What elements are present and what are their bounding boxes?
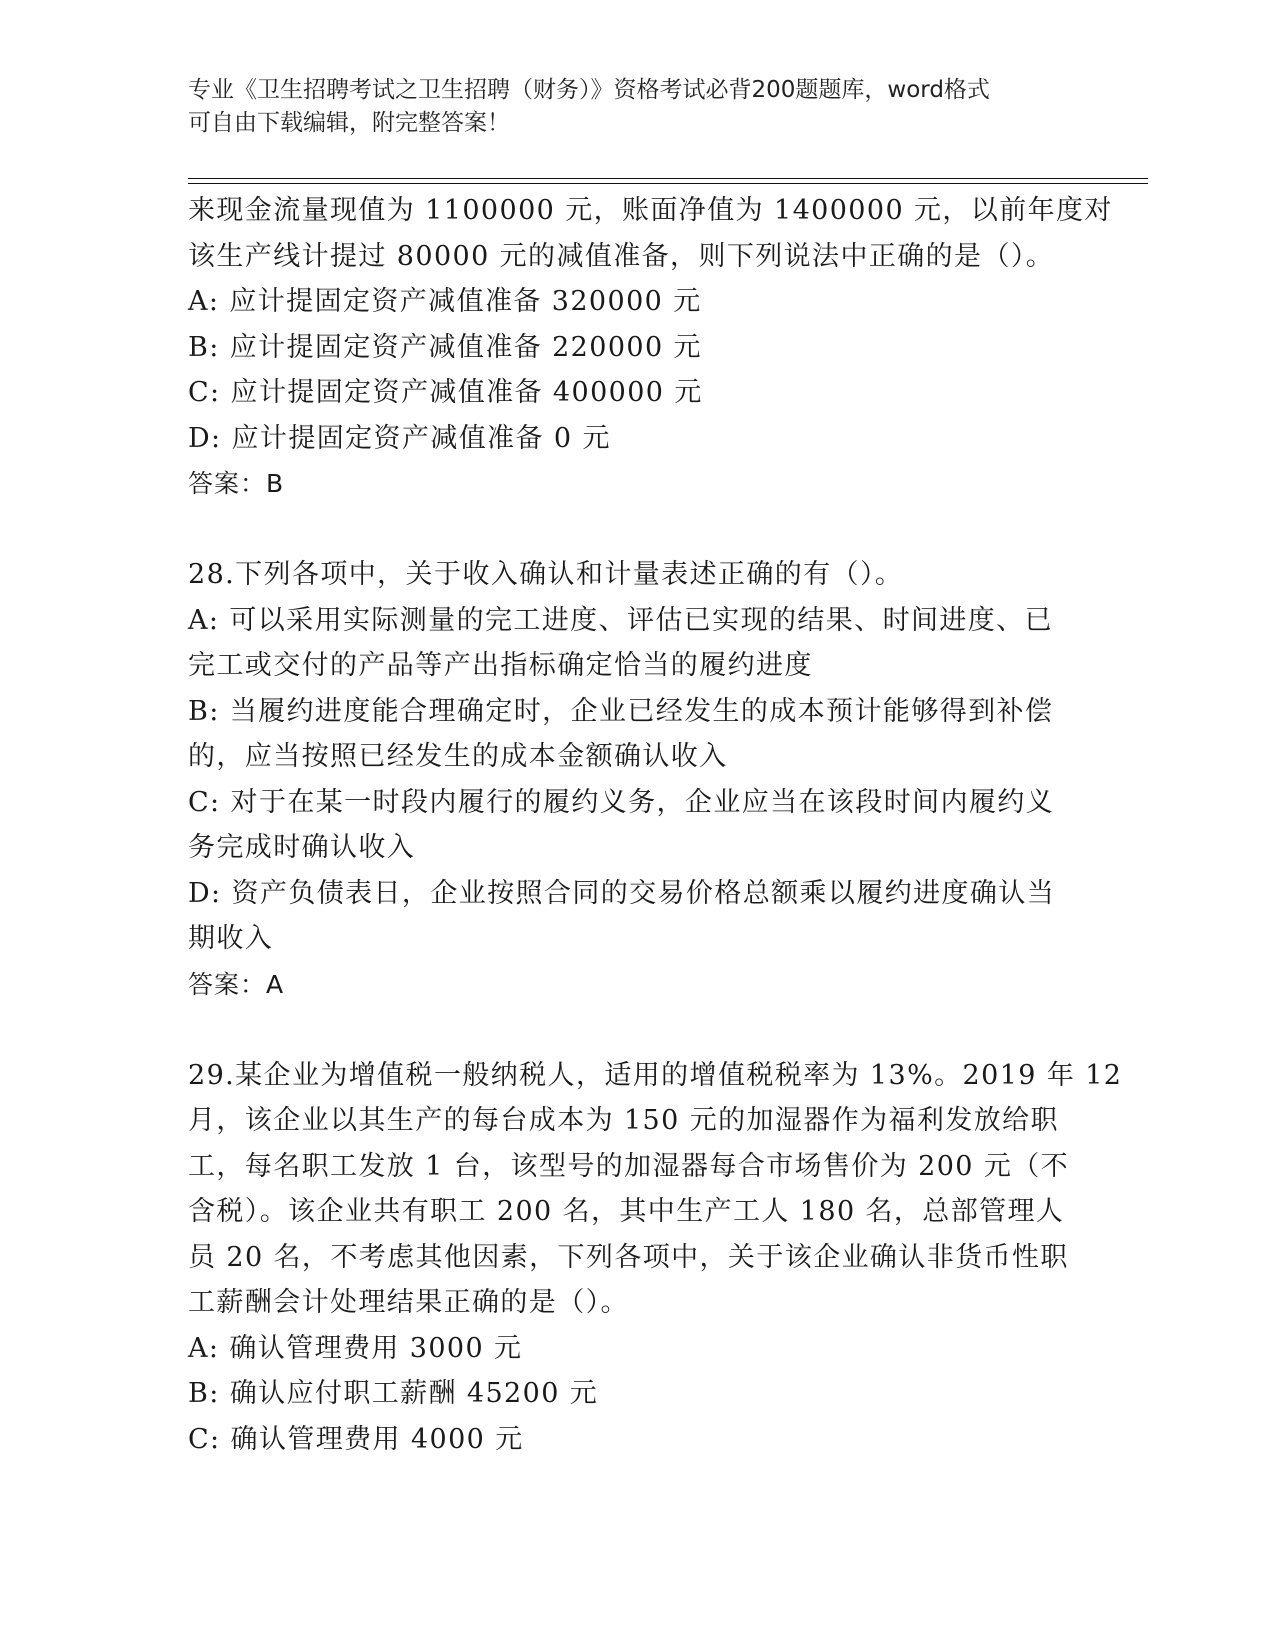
question-stem-line: 来现金流量现值为 1100000 元，账面净值为 1400000 元，以前年度对: [188, 195, 1113, 226]
question-29-block: [188, 1053, 1123, 1463]
option-c: C: 确认管理费用 4000 元: [188, 1423, 524, 1455]
question-stem-line: 含税）。该企业共有职工 200 名，其中生产工人 180 名，总部管理人: [188, 1196, 1065, 1227]
document-header: [188, 74, 1068, 140]
option-d: D: 应计提固定资产减值准备 0 元: [188, 422, 611, 454]
option-c-continued: 务完成时确认收入: [188, 832, 416, 863]
answer-label: 答案：A: [188, 969, 285, 999]
option-a: A: 应计提固定资产减值准备 320000 元: [188, 286, 702, 317]
option-b-continued: 的，应当按照已经发生的成本金额确认收入: [188, 741, 728, 772]
question-stem-line: 工薪酬会计处理结果正确的是（）。: [188, 1287, 629, 1318]
option-d-continued: 期收入: [188, 923, 274, 954]
header-divider-top: [188, 178, 1148, 179]
document-body: [188, 188, 1123, 1462]
question-28-block: [188, 552, 1088, 1007]
question-stem-line: 员 20 名，不考虑其他因素，下列各项中，关于该企业确认非货币性职: [188, 1241, 1069, 1273]
question-stem-line: 月，该企业以其生产的每台成本为 150 元的加湿器作为福利发放给职: [188, 1105, 1059, 1136]
option-c: C: 对于在某一时段内履行的履约义务，企业应当在该段时间内履约义: [188, 786, 1055, 818]
question-stem-line: 29.某企业为增值税一般纳税人，适用的增值税税率为 13%。2019 年 12: [188, 1059, 1123, 1091]
question-stem-line: 28.下列各项中，关于收入确认和计量表述正确的有（）。: [188, 559, 904, 590]
option-a: A: 确认管理费用 3000 元: [188, 1332, 523, 1364]
option-b: B: 确认应付职工薪酬 45200 元: [188, 1378, 599, 1409]
question-stem-line: 工，每名职工发放 1 台，该型号的加湿器每合市场售价为 200 元（不: [188, 1150, 1070, 1182]
option-b: B: 应计提固定资产减值准备 220000 元: [188, 331, 702, 363]
option-a: A: 可以采用实际测量的完工进度、评估已实现的结果、时间进度、已: [188, 604, 1053, 636]
spacer: [188, 1007, 1088, 1053]
header-title-line-2: 可自由下载编辑，附完整答案！: [188, 110, 510, 136]
question-stem-line: 该生产线计提过 80000 元的减值准备，则下列说法中正确的是（）。: [188, 240, 1055, 272]
question-27-block: [188, 188, 1113, 507]
header-title-line-1: 专业《卫生招聘考试之卫生招聘（财务）》资格考试必背200题题库，word格式: [188, 77, 990, 103]
option-b: B: 当履约进度能合理确定时，企业已经发生的成本预计能够得到补偿: [188, 695, 1054, 727]
header-divider-bottom: [188, 183, 1148, 184]
option-c: C: 应计提固定资产减值准备 400000 元: [188, 377, 703, 408]
option-a-continued: 完工或交付的产品等产出指标确定恰当的履约进度: [188, 650, 813, 681]
option-d: D: 资产负债表日，企业按照合同的交易价格总额乘以履约进度确认当: [188, 877, 1056, 909]
spacer: [188, 507, 1088, 553]
answer-label: 答案：B: [188, 469, 285, 498]
